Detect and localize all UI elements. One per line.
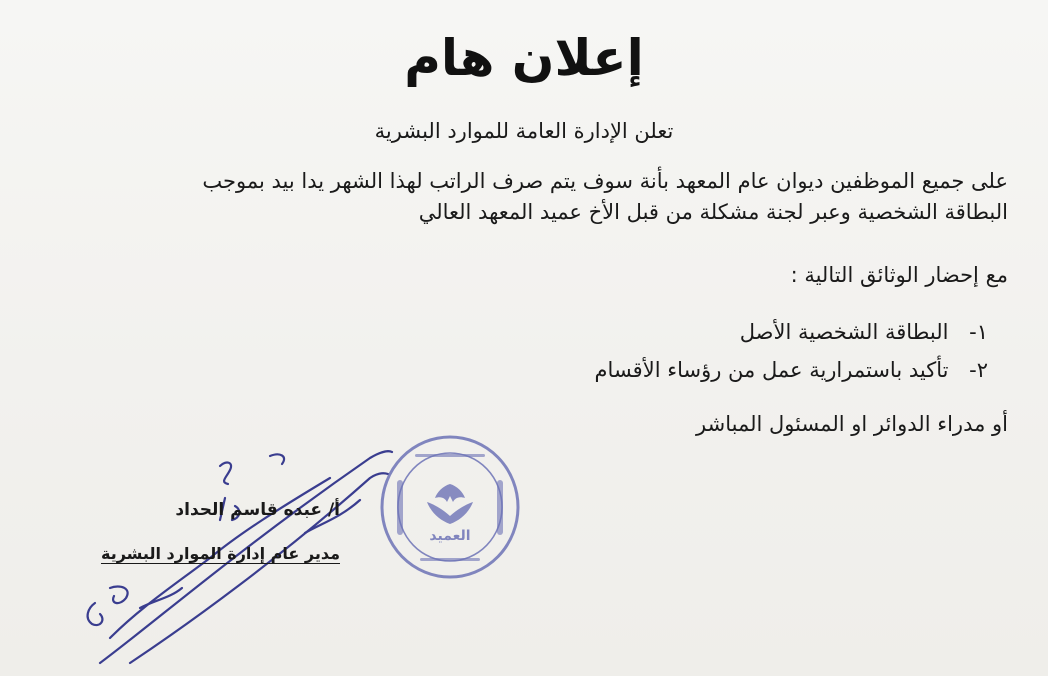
list-item-text: البطاقة الشخصية الأصل [739,320,949,344]
additional-note: أو مدراء الدوائر او المسئول المباشر [696,412,1008,436]
documents-intro: مع إحضار الوثائق التالية : [790,263,1008,287]
signer-title: مدير عام إدارة الموارد البشرية [100,544,340,563]
page-title: إعلان هام [404,29,644,87]
eagle-emblem-icon [427,484,473,524]
body-line: على جميع الموظفين ديوان عام المعهد بأنة سوف يتم صرف الراتب لهذا الشهر يدا بيد بموجب [202,169,1008,193]
announcement-body [108,166,1008,228]
list-item-number: ٢- [969,358,988,382]
list-item [388,313,988,351]
required-documents-list [388,313,988,389]
official-stamp [375,432,525,582]
list-item-text: تأكيد باستمرارية عمل من رؤساء الأقسام [594,358,949,382]
signer-name: أ/ عبده قاسم الحداد [175,500,340,520]
issuer-line: تعلن الإدارة العامة للموارد البشرية [374,119,674,143]
body-line: البطاقة الشخصية وعبر لجنة مشكلة من قبل الأخ عميد المعهد العالي [418,200,1008,224]
list-item [388,351,988,389]
stamp-center-text: العميد [429,528,471,544]
list-item-number: ١- [969,320,988,344]
